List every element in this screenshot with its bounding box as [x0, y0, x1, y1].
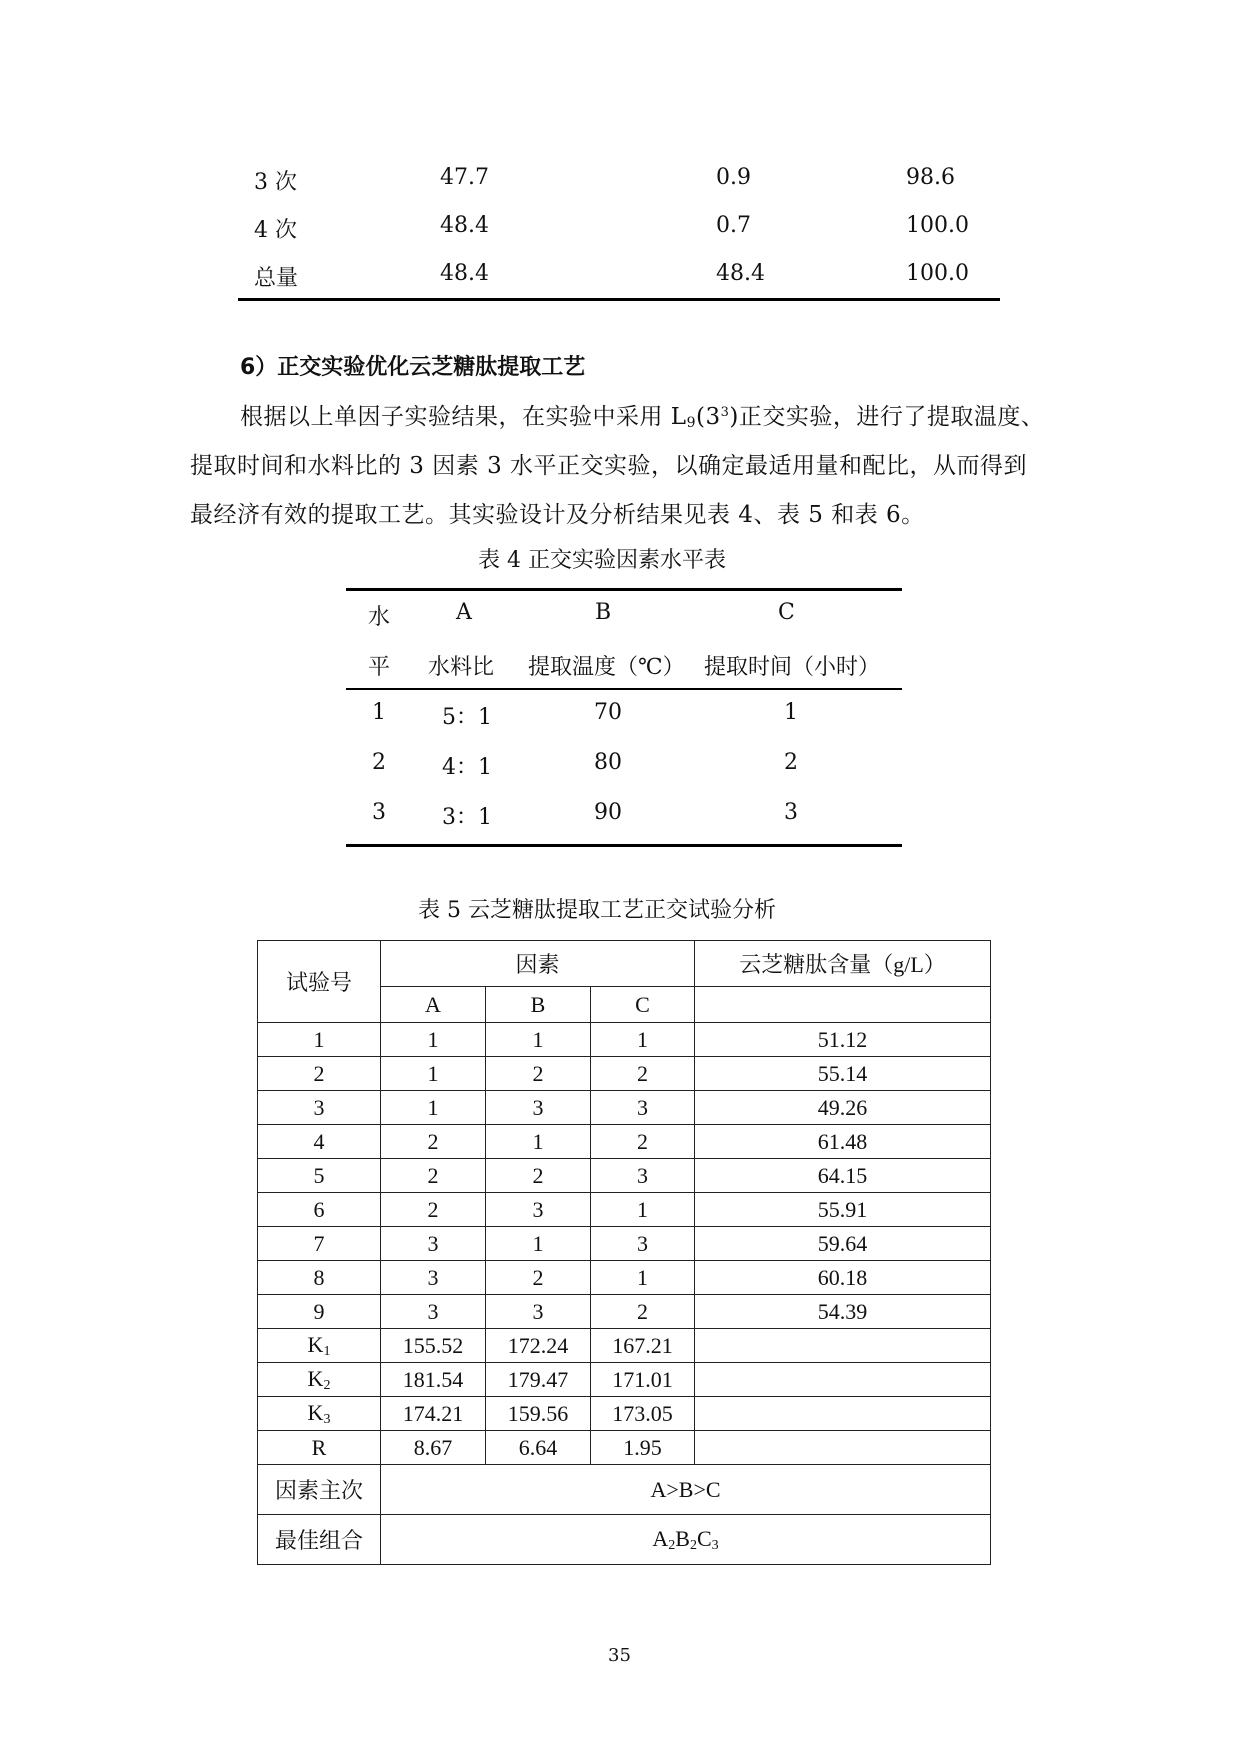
best-a: A — [652, 1525, 669, 1551]
cell: 159.56 — [486, 1397, 591, 1431]
content-header: 云芝糖肽含量（g/L） — [695, 941, 991, 987]
cell: 2 — [381, 1193, 486, 1227]
cell: 2 — [381, 1125, 486, 1159]
subscript: 2 — [689, 1537, 697, 1553]
header-cell: A — [456, 600, 472, 625]
cell: 2 — [258, 1057, 381, 1091]
cell: 2 — [591, 1295, 695, 1329]
table-row — [258, 1261, 991, 1295]
order-label: 因素主次 — [258, 1465, 381, 1515]
empty-cell — [695, 1431, 991, 1465]
cell: 100.0 — [906, 261, 969, 286]
cell: 2 — [784, 750, 798, 775]
table-bottom-rule — [238, 298, 1000, 301]
table-row — [346, 750, 902, 786]
cell: 3 — [591, 1227, 695, 1261]
cell: 172.24 — [486, 1329, 591, 1363]
cell: 3 — [258, 1091, 381, 1125]
best-label: 最佳组合 — [258, 1515, 381, 1565]
table-row — [258, 1193, 991, 1227]
cell: 61.48 — [695, 1125, 991, 1159]
best-combination — [381, 1515, 991, 1565]
cell: 3 — [372, 800, 386, 825]
cell: 54.39 — [695, 1295, 991, 1329]
row-label: 总量 — [254, 266, 299, 291]
subscript: 2 — [668, 1537, 676, 1553]
cell: 48.4 — [440, 261, 489, 286]
factor-header: 因素 — [381, 941, 695, 987]
header-cell: 提取时间（小时） — [704, 655, 881, 680]
cell: 55.91 — [695, 1193, 991, 1227]
cell: 0.9 — [716, 165, 751, 190]
cell: 3 — [591, 1159, 695, 1193]
cell: 6.64 — [486, 1431, 591, 1465]
table4-header-row-2 — [346, 650, 902, 686]
cell: 98.6 — [906, 165, 955, 190]
factor-a: A — [381, 987, 486, 1023]
table-row — [240, 203, 1000, 251]
cell: 2 — [486, 1057, 591, 1091]
row-label: 3 次 — [254, 170, 297, 195]
cell: 3：1 — [442, 805, 492, 830]
cell: 3 — [486, 1295, 591, 1329]
cell: 3 — [784, 800, 798, 825]
header-cell: 平 — [368, 655, 391, 680]
k-letter: K — [307, 1399, 324, 1425]
header-cell: 水料比 — [428, 655, 495, 680]
cell: 2 — [372, 750, 386, 775]
cell: 181.54 — [381, 1363, 486, 1397]
cell: 4：1 — [442, 755, 492, 780]
cell: 1 — [486, 1125, 591, 1159]
table-row — [346, 700, 902, 736]
table4-mid-rule — [346, 688, 902, 690]
cell: 1 — [381, 1091, 486, 1125]
cell: 1 — [591, 1023, 695, 1057]
cell: 9 — [258, 1295, 381, 1329]
header-cell: 水 — [368, 605, 391, 630]
cell: 47.7 — [440, 165, 489, 190]
k-label — [258, 1363, 381, 1397]
table5-header-row — [258, 941, 991, 987]
table5-caption: 表 5 云芝糖肽提取工艺正交试验分析 — [418, 898, 776, 923]
cell: 2 — [486, 1261, 591, 1295]
empty-cell — [695, 1363, 991, 1397]
cell: 90 — [594, 800, 622, 825]
section-heading: 6）正交实验优化云芝糖肽提取工艺 — [240, 355, 586, 380]
factor-b: B — [486, 987, 591, 1023]
paragraph-text: (3 — [696, 404, 721, 430]
paragraph-line-3: 最经济有效的提取工艺。其实验设计及分析结果见表 4、表 5 和表 6。 — [190, 502, 925, 528]
cell: 8.67 — [381, 1431, 486, 1465]
cell: 4 — [258, 1125, 381, 1159]
empty-cell — [695, 987, 991, 1023]
trial-header: 试验号 — [258, 941, 381, 1023]
cell: 167.21 — [591, 1329, 695, 1363]
empty-cell — [695, 1329, 991, 1363]
header-cell: B — [595, 600, 612, 625]
best-c: C — [696, 1525, 712, 1551]
r-label: R — [258, 1431, 381, 1465]
cell: 3 — [381, 1295, 486, 1329]
paragraph-line-1 — [240, 398, 1044, 431]
cell: 155.52 — [381, 1329, 486, 1363]
k-row — [258, 1397, 991, 1431]
cell: 179.47 — [486, 1363, 591, 1397]
table4-bottom-rule — [346, 844, 902, 847]
superscript: 3 — [720, 405, 730, 420]
cell: 55.14 — [695, 1057, 991, 1091]
subscript: 3 — [711, 1537, 719, 1553]
cell: 59.64 — [695, 1227, 991, 1261]
cell: 2 — [381, 1159, 486, 1193]
cell: 48.4 — [716, 261, 765, 286]
cell: 6 — [258, 1193, 381, 1227]
cell: 2 — [486, 1159, 591, 1193]
cell: 2 — [591, 1125, 695, 1159]
cell: 1 — [381, 1023, 486, 1057]
k-letter: K — [307, 1331, 324, 1357]
order-row — [258, 1465, 991, 1515]
cell: 3 — [486, 1091, 591, 1125]
k-label — [258, 1329, 381, 1363]
cell: 5 — [258, 1159, 381, 1193]
cell: 3 — [486, 1193, 591, 1227]
cell: 70 — [594, 700, 622, 725]
cell: 173.05 — [591, 1397, 695, 1431]
order-value: A>B>C — [381, 1465, 991, 1515]
table-row — [258, 1091, 991, 1125]
cell: 174.21 — [381, 1397, 486, 1431]
paragraph-text: 根据以上单因子实验结果，在实验中采用 L — [240, 404, 687, 430]
cell: 100.0 — [906, 213, 969, 238]
table-row — [258, 1057, 991, 1091]
table-row — [258, 1125, 991, 1159]
table-row — [240, 155, 1000, 203]
paragraph-text: )正交实验，进行了提取温度、 — [729, 404, 1045, 430]
k-label — [258, 1397, 381, 1431]
table-row — [258, 1295, 991, 1329]
k-row — [258, 1363, 991, 1397]
k-row — [258, 1329, 991, 1363]
subscript: 3 — [323, 1411, 331, 1427]
table5 — [257, 940, 991, 1565]
table4-caption: 表 4 正交实验因素水平表 — [478, 548, 726, 573]
header-cell: 提取温度（℃） — [528, 655, 685, 680]
cell: 1 — [486, 1227, 591, 1261]
paragraph-line-2: 提取时间和水料比的 3 因素 3 水平正交实验，以确定最适用量和配比，从而得到 — [190, 453, 1028, 479]
cell: 1 — [486, 1023, 591, 1057]
cell: 51.12 — [695, 1023, 991, 1057]
cell: 1 — [591, 1193, 695, 1227]
table-row — [258, 1227, 991, 1261]
table-row — [240, 251, 1000, 299]
subscript: 9 — [686, 415, 697, 431]
cell: 7 — [258, 1227, 381, 1261]
table-row — [258, 1023, 991, 1057]
factor-c: C — [591, 987, 695, 1023]
row-label: 4 次 — [254, 218, 297, 243]
cell: 1 — [258, 1023, 381, 1057]
cell: 48.4 — [440, 213, 489, 238]
table4-top-rule — [346, 588, 902, 591]
cell: 3 — [381, 1261, 486, 1295]
k-letter: K — [307, 1365, 324, 1391]
best-b: B — [675, 1525, 690, 1551]
table-row — [258, 1159, 991, 1193]
cell: 1 — [381, 1057, 486, 1091]
cell: 80 — [594, 750, 622, 775]
r-row — [258, 1431, 991, 1465]
cell: 3 — [591, 1091, 695, 1125]
cell: 1 — [784, 700, 798, 725]
best-row — [258, 1515, 991, 1565]
cell: 1 — [372, 700, 386, 725]
cell: 171.01 — [591, 1363, 695, 1397]
cell: 5：1 — [442, 705, 492, 730]
cell: 1 — [591, 1261, 695, 1295]
table4-header-row-1 — [346, 600, 902, 636]
cell: 1.95 — [591, 1431, 695, 1465]
cell: 3 — [381, 1227, 486, 1261]
header-cell: C — [778, 600, 795, 625]
cell: 60.18 — [695, 1261, 991, 1295]
cell: 49.26 — [695, 1091, 991, 1125]
page-number: 35 — [608, 1645, 631, 1666]
cell: 0.7 — [716, 213, 751, 238]
cell: 2 — [591, 1057, 695, 1091]
subscript: 2 — [323, 1377, 331, 1393]
empty-cell — [695, 1397, 991, 1431]
cell: 64.15 — [695, 1159, 991, 1193]
cell: 8 — [258, 1261, 381, 1295]
subscript: 1 — [323, 1343, 331, 1359]
table-row — [346, 800, 902, 836]
